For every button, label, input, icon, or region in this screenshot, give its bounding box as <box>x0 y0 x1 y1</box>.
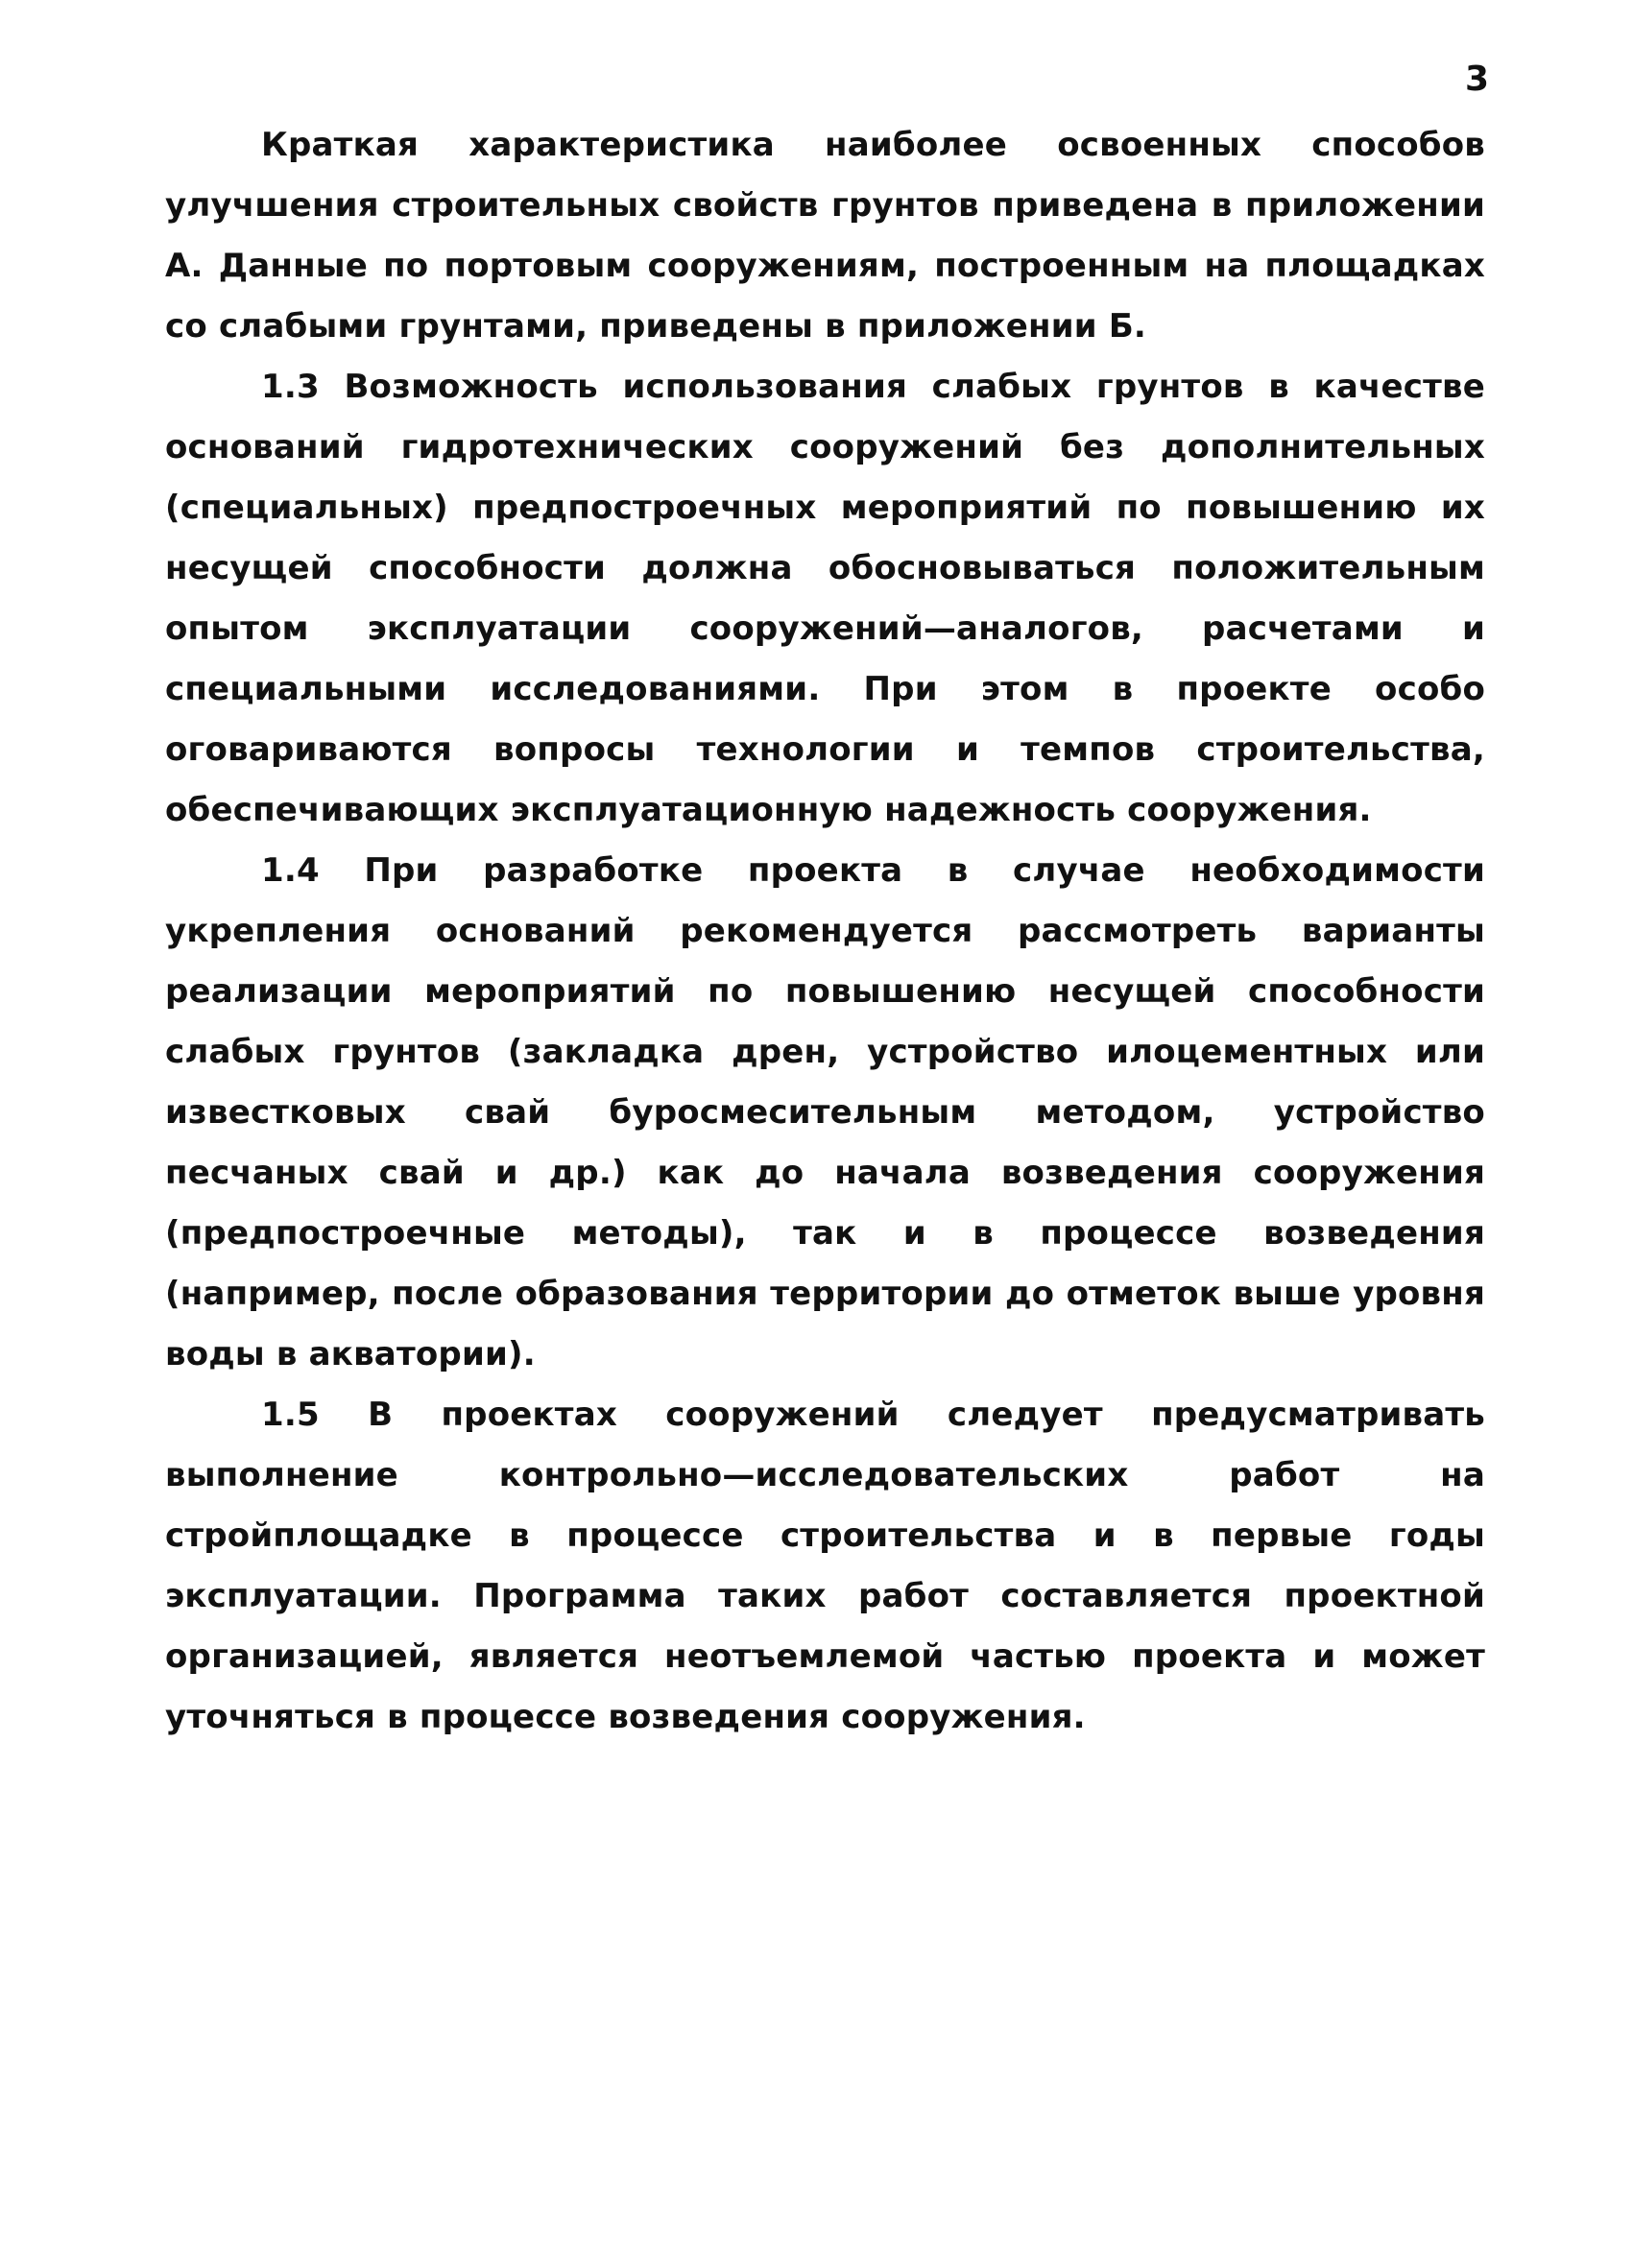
page-number: 3 <box>1464 60 1489 99</box>
paragraph-1-4: 1.4 При разработке проекта в случае необходимости укрепления оснований рекомендуется рассмотреть варианты реализации мероприятий по повышению несущей способности слабых грунтов (закладка дрен, устройство илоцементных или известковых свай буросмесительным методом, устройство песчаных свай и др.) как до начала возведения сооружения (предпостроечные методы), так и в процессе возведения (например, после образования территории до отметок выше уровня воды в акватории). <box>165 851 1485 1373</box>
paragraph-1-3: 1.3 Возможность использования слабых грунтов в качестве оснований гидротехнических сооружений без дополнительных (специальных) предпостроечных мероприятий по повышению их несущей способности должна обосновываться положительным опытом эксплуатации сооружений—аналогов, расчетами и специальными исследованиями. При этом в проекте особо оговариваются вопросы технологии и темпов строительства, обеспечивающих эксплуатационную надежность сооружения. <box>165 368 1485 829</box>
paragraph-intro: Краткая характеристика наиболее освоенных способов улучшения строительных свойств грунтов приведена в приложении А. Данные по портовым сооружениям, построенным на площадках со слабыми грунтами, приведены в приложении Б. <box>165 126 1485 346</box>
paragraph-1-5: 1.5 В проектах сооружений следует предусматривать выполнение контрольно—исследовательских работ на стройплощадке в процессе строительства и в первые годы эксплуатации. Программа таких работ составляется проектной организацией, является неотъемлемой частью проекта и может уточняться в процессе возведения сооружения. <box>165 1396 1485 1736</box>
document-body <box>165 115 1485 1748</box>
